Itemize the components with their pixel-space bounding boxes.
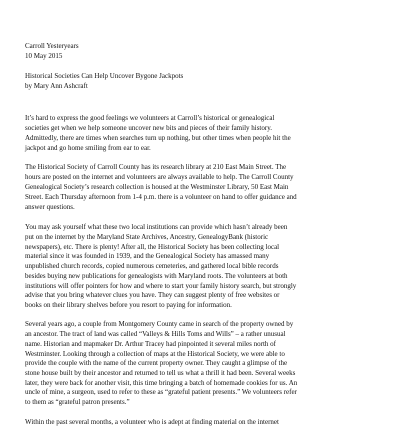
paragraph-line: Street. Each Thursday afternoon from 1-4 p.m. there is a volunteer on hand to offer guidance and — [25, 193, 297, 201]
paragraph-line: later, they were back for another visit, this time bringing a batch of homemade cookies for us. An — [25, 379, 298, 387]
paragraph-line: Genealogical Society’s research collection is housed at the Westminster Library, 50 East Main — [25, 183, 289, 191]
paragraph-line: stone house built by their ancestor and returned to tell us what a thrill it had been. Several weeks — [25, 369, 296, 377]
paragraph-line: institutions will offer pointers for how and where to start your family history search, but strongly — [25, 282, 297, 290]
publication-date: 10 May 2015 — [25, 52, 63, 60]
paragraph-line: Admittedly, there are times when searches turn up nothing, but other times when people hit the — [25, 134, 291, 142]
paragraph-line: jackpot and go home smiling from ear to ear. — [25, 144, 151, 152]
paragraph-line: put on the internet by the Maryland State Archives, Ancestry, GenealogyBank (historic — [25, 233, 269, 241]
paragraph-line: You may ask yourself what these two local institutions can provide which hasn’t already been — [25, 223, 288, 231]
paragraph-line: provide the couple with the name of the current property owner. They caught a glimpse of the — [25, 359, 288, 367]
paragraph-line: material since it was founded in 1939, and the Genealogical Society has amassed many — [25, 252, 270, 260]
paragraph-line: hours are posted on the internet and volunteers are always available to help. The Carroll County — [25, 173, 294, 181]
paragraph-line: Several years ago, a couple from Montgomery County came in search of the property owned by — [25, 320, 294, 328]
column-name: Carroll Yesteryears — [25, 42, 79, 50]
paragraph-line: answer questions. — [25, 203, 75, 211]
article-title: Historical Societies Can Help Uncover Bygone Jackpots — [25, 72, 184, 80]
paragraph-line: to them as “grateful patron presents.” — [25, 398, 130, 406]
paragraph-line: an ancestor. The tract of land was called “Valleys & Hills Toms and Wills” – a rather unusual — [25, 330, 286, 338]
paragraph-line: societies get when we help someone uncover new bits and pieces of their family history. — [25, 124, 273, 132]
paragraph-line: It’s hard to express the good feelings we volunteers at Carroll’s historical or genealogical — [25, 114, 275, 122]
paragraph-line: name. Historian and mapmaker Dr. Arthur Tracey had pinpointed it several miles north of — [25, 340, 276, 348]
paragraph-line: The Historical Society of Carroll County has its research library at 210 East Main Street. The — [25, 163, 287, 171]
article-byline: by Mary Ann Ashcraft — [25, 82, 88, 90]
paragraph-line: Within the past several months, a volunteer who is adept at finding material on the internet — [25, 418, 279, 426]
paragraph-line: besides buying new publications for genealogists with Maryland roots. The volunteers at both — [25, 272, 288, 280]
paragraph-line: advise that you bring whatever clues you have. They can suggest plenty of free websites or — [25, 291, 280, 299]
paragraph-line: unpublished church records, copied numerous cemeteries, and gathered local bible records — [25, 262, 279, 270]
paragraph-line: uncle of mine, a surgeon, used to refer to these as “grateful patient presents.” We volunteers refer — [25, 388, 297, 396]
paragraph-line: Westminster. Looking through a collection of maps at the Historical Society, we were able to — [25, 350, 285, 358]
paragraph-line: books on their library shelves before you resort to paying for information. — [25, 301, 232, 309]
paragraph-line: newspapers), etc. There is plenty! After all, the Historical Society has been collecting local — [25, 243, 280, 251]
